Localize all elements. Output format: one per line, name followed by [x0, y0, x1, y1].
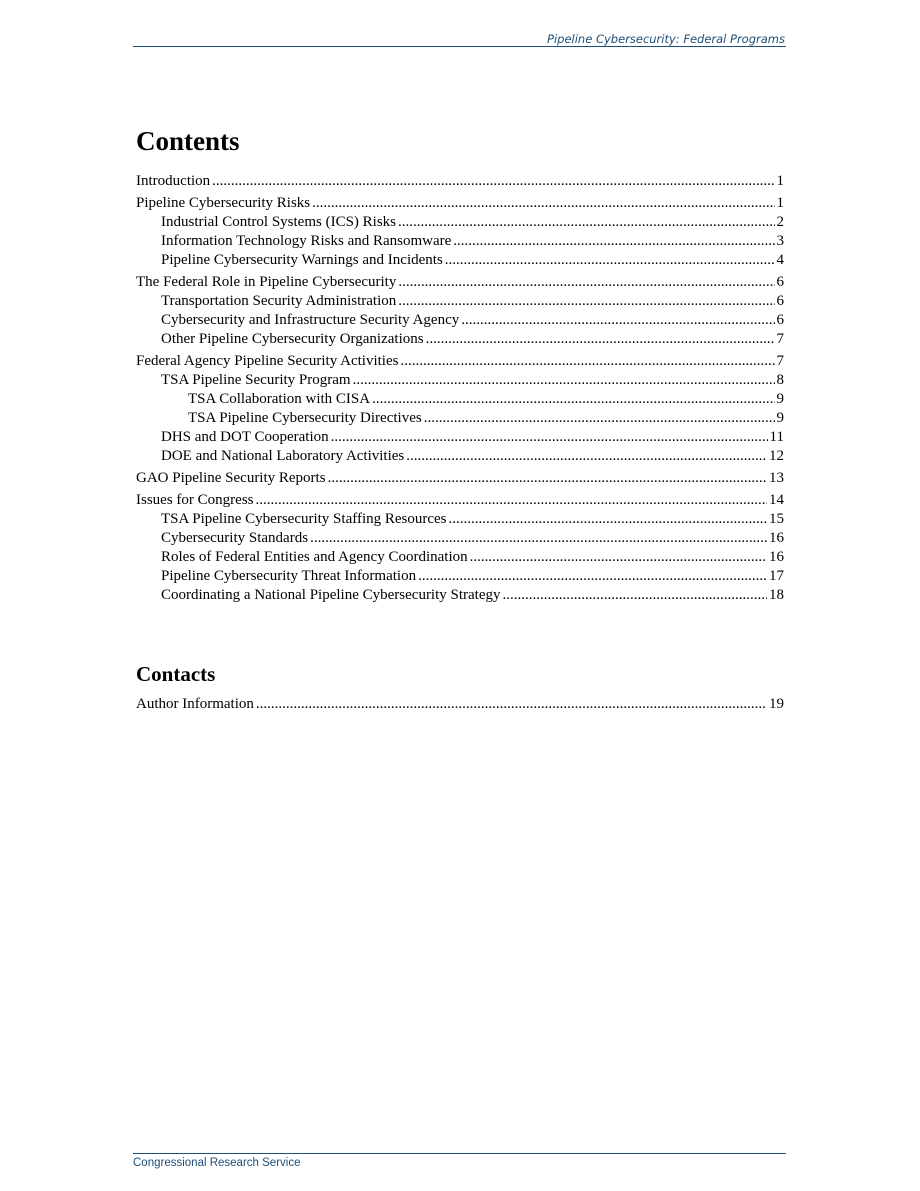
toc-entry[interactable]	[136, 510, 784, 529]
toc-entry-page: 13	[769, 470, 784, 486]
toc-entry-title: Coordinating a National Pipeline Cybersecurity Strategy	[161, 587, 501, 603]
toc-entry-title: Cybersecurity and Infrastructure Security Agency	[161, 312, 460, 328]
toc-entry-title: Transportation Security Administration	[161, 293, 397, 309]
toc-dot-leader	[470, 548, 767, 567]
toc-entry-title: TSA Pipeline Security Program	[161, 372, 351, 388]
toc-entry[interactable]	[136, 251, 784, 270]
toc-entry-title: Pipeline Cybersecurity Threat Information	[161, 568, 417, 584]
running-footer	[133, 1153, 786, 1171]
contacts-list	[136, 695, 784, 714]
toc-entry[interactable]	[136, 447, 784, 466]
contacts-title: Contacts	[136, 662, 216, 686]
toc-dot-leader	[331, 428, 768, 447]
toc-entry-page: 6	[776, 312, 784, 328]
toc-entry-page: 16	[769, 549, 784, 565]
toc-entry-page: 2	[776, 214, 784, 230]
toc-dot-leader	[418, 567, 767, 586]
toc-dot-leader	[398, 292, 774, 311]
toc-dot-leader	[372, 390, 774, 409]
toc-entry-title: TSA Pipeline Cybersecurity Staffing Resources	[161, 511, 447, 527]
toc-dot-leader	[310, 529, 767, 548]
toc-entry-title: GAO Pipeline Security Reports	[136, 470, 326, 486]
toc-dot-leader	[398, 213, 774, 232]
toc-entry[interactable]	[136, 586, 784, 605]
toc-entry-title: Federal Agency Pipeline Security Activities	[136, 353, 399, 369]
toc-entry-title: TSA Collaboration with CISA	[188, 391, 371, 407]
toc-entry-title: Pipeline Cybersecurity Warnings and Incidents	[161, 252, 443, 268]
toc-entry-title: Industrial Control Systems (ICS) Risks	[161, 214, 397, 230]
toc-entry-page: 4	[776, 252, 784, 268]
toc-entry-page: 8	[776, 372, 784, 388]
toc-entry-title: TSA Pipeline Cybersecurity Directives	[188, 410, 422, 426]
toc-entry-page: 1	[776, 173, 784, 189]
toc-entry-page: 7	[776, 353, 784, 369]
toc-entry[interactable]	[136, 548, 784, 567]
toc-entry[interactable]	[136, 567, 784, 586]
toc-entry[interactable]	[136, 172, 784, 191]
toc-entry-page: 6	[776, 293, 784, 309]
running-header-title: Pipeline Cybersecurity: Federal Programs	[547, 32, 785, 46]
toc-entry-page: 9	[776, 391, 784, 407]
toc-entry-page: 7	[776, 331, 784, 347]
toc-entry-title: Author Information	[136, 696, 254, 712]
toc-entry-title: Roles of Federal Entities and Agency Coordination	[161, 549, 468, 565]
toc-entry-page: 3	[776, 233, 784, 249]
toc-dot-leader	[328, 469, 767, 488]
footer-publisher: Congressional Research Service	[133, 1157, 301, 1169]
contents-title: Contents	[136, 126, 240, 156]
toc-entry-page: 14	[769, 492, 784, 508]
toc-entry[interactable]	[136, 371, 784, 390]
toc-entry[interactable]	[136, 311, 784, 330]
toc-dot-leader	[212, 172, 774, 191]
toc-dot-leader	[424, 409, 775, 428]
table-of-contents	[136, 172, 784, 605]
toc-entry-title: Pipeline Cybersecurity Risks	[136, 195, 311, 211]
toc-dot-leader	[406, 447, 767, 466]
toc-entry[interactable]	[136, 273, 784, 292]
toc-entry-page: 16	[769, 530, 784, 546]
toc-entry-title: DHS and DOT Cooperation	[161, 429, 329, 445]
toc-entry[interactable]	[136, 695, 784, 714]
toc-dot-leader	[400, 352, 774, 371]
toc-entry[interactable]	[136, 390, 784, 409]
toc-dot-leader	[445, 251, 775, 270]
toc-entry-page: 1	[776, 195, 784, 211]
toc-entry-title: The Federal Role in Pipeline Cybersecurity	[136, 274, 397, 290]
toc-entry[interactable]	[136, 529, 784, 548]
toc-entry[interactable]	[136, 213, 784, 232]
running-header	[133, 32, 786, 47]
toc-dot-leader	[353, 371, 775, 390]
toc-entry-title: Information Technology Risks and Ransomware	[161, 233, 452, 249]
toc-entry-title: Other Pipeline Cybersecurity Organizations	[161, 331, 424, 347]
toc-entry[interactable]	[136, 292, 784, 311]
toc-dot-leader	[426, 330, 775, 349]
toc-dot-leader	[449, 510, 767, 529]
toc-entry[interactable]	[136, 428, 784, 447]
toc-entry-title: Cybersecurity Standards	[161, 530, 309, 546]
toc-entry-title: Introduction	[136, 173, 211, 189]
toc-dot-leader	[461, 311, 774, 330]
toc-dot-leader	[453, 232, 774, 251]
toc-entry[interactable]	[136, 352, 784, 371]
toc-dot-leader	[256, 695, 767, 714]
toc-entry-title: Issues for Congress	[136, 492, 254, 508]
toc-entry-page: 9	[776, 410, 784, 426]
toc-entry[interactable]	[136, 491, 784, 510]
toc-entry-page: 17	[769, 568, 784, 584]
toc-dot-leader	[312, 194, 774, 213]
toc-entry[interactable]	[136, 409, 784, 428]
toc-entry-title: DOE and National Laboratory Activities	[161, 448, 405, 464]
toc-entry[interactable]	[136, 469, 784, 488]
toc-dot-leader	[503, 586, 767, 605]
toc-entry[interactable]	[136, 232, 784, 251]
toc-entry[interactable]	[136, 194, 784, 213]
toc-entry-page: 11	[769, 429, 784, 445]
toc-entry-page: 12	[769, 448, 784, 464]
toc-entry-page: 19	[769, 696, 784, 712]
toc-dot-leader	[256, 491, 768, 510]
toc-dot-leader	[398, 273, 774, 292]
toc-entry-page: 18	[769, 587, 784, 603]
toc-entry-page: 6	[776, 274, 784, 290]
toc-entry[interactable]	[136, 330, 784, 349]
toc-entry-page: 15	[769, 511, 784, 527]
